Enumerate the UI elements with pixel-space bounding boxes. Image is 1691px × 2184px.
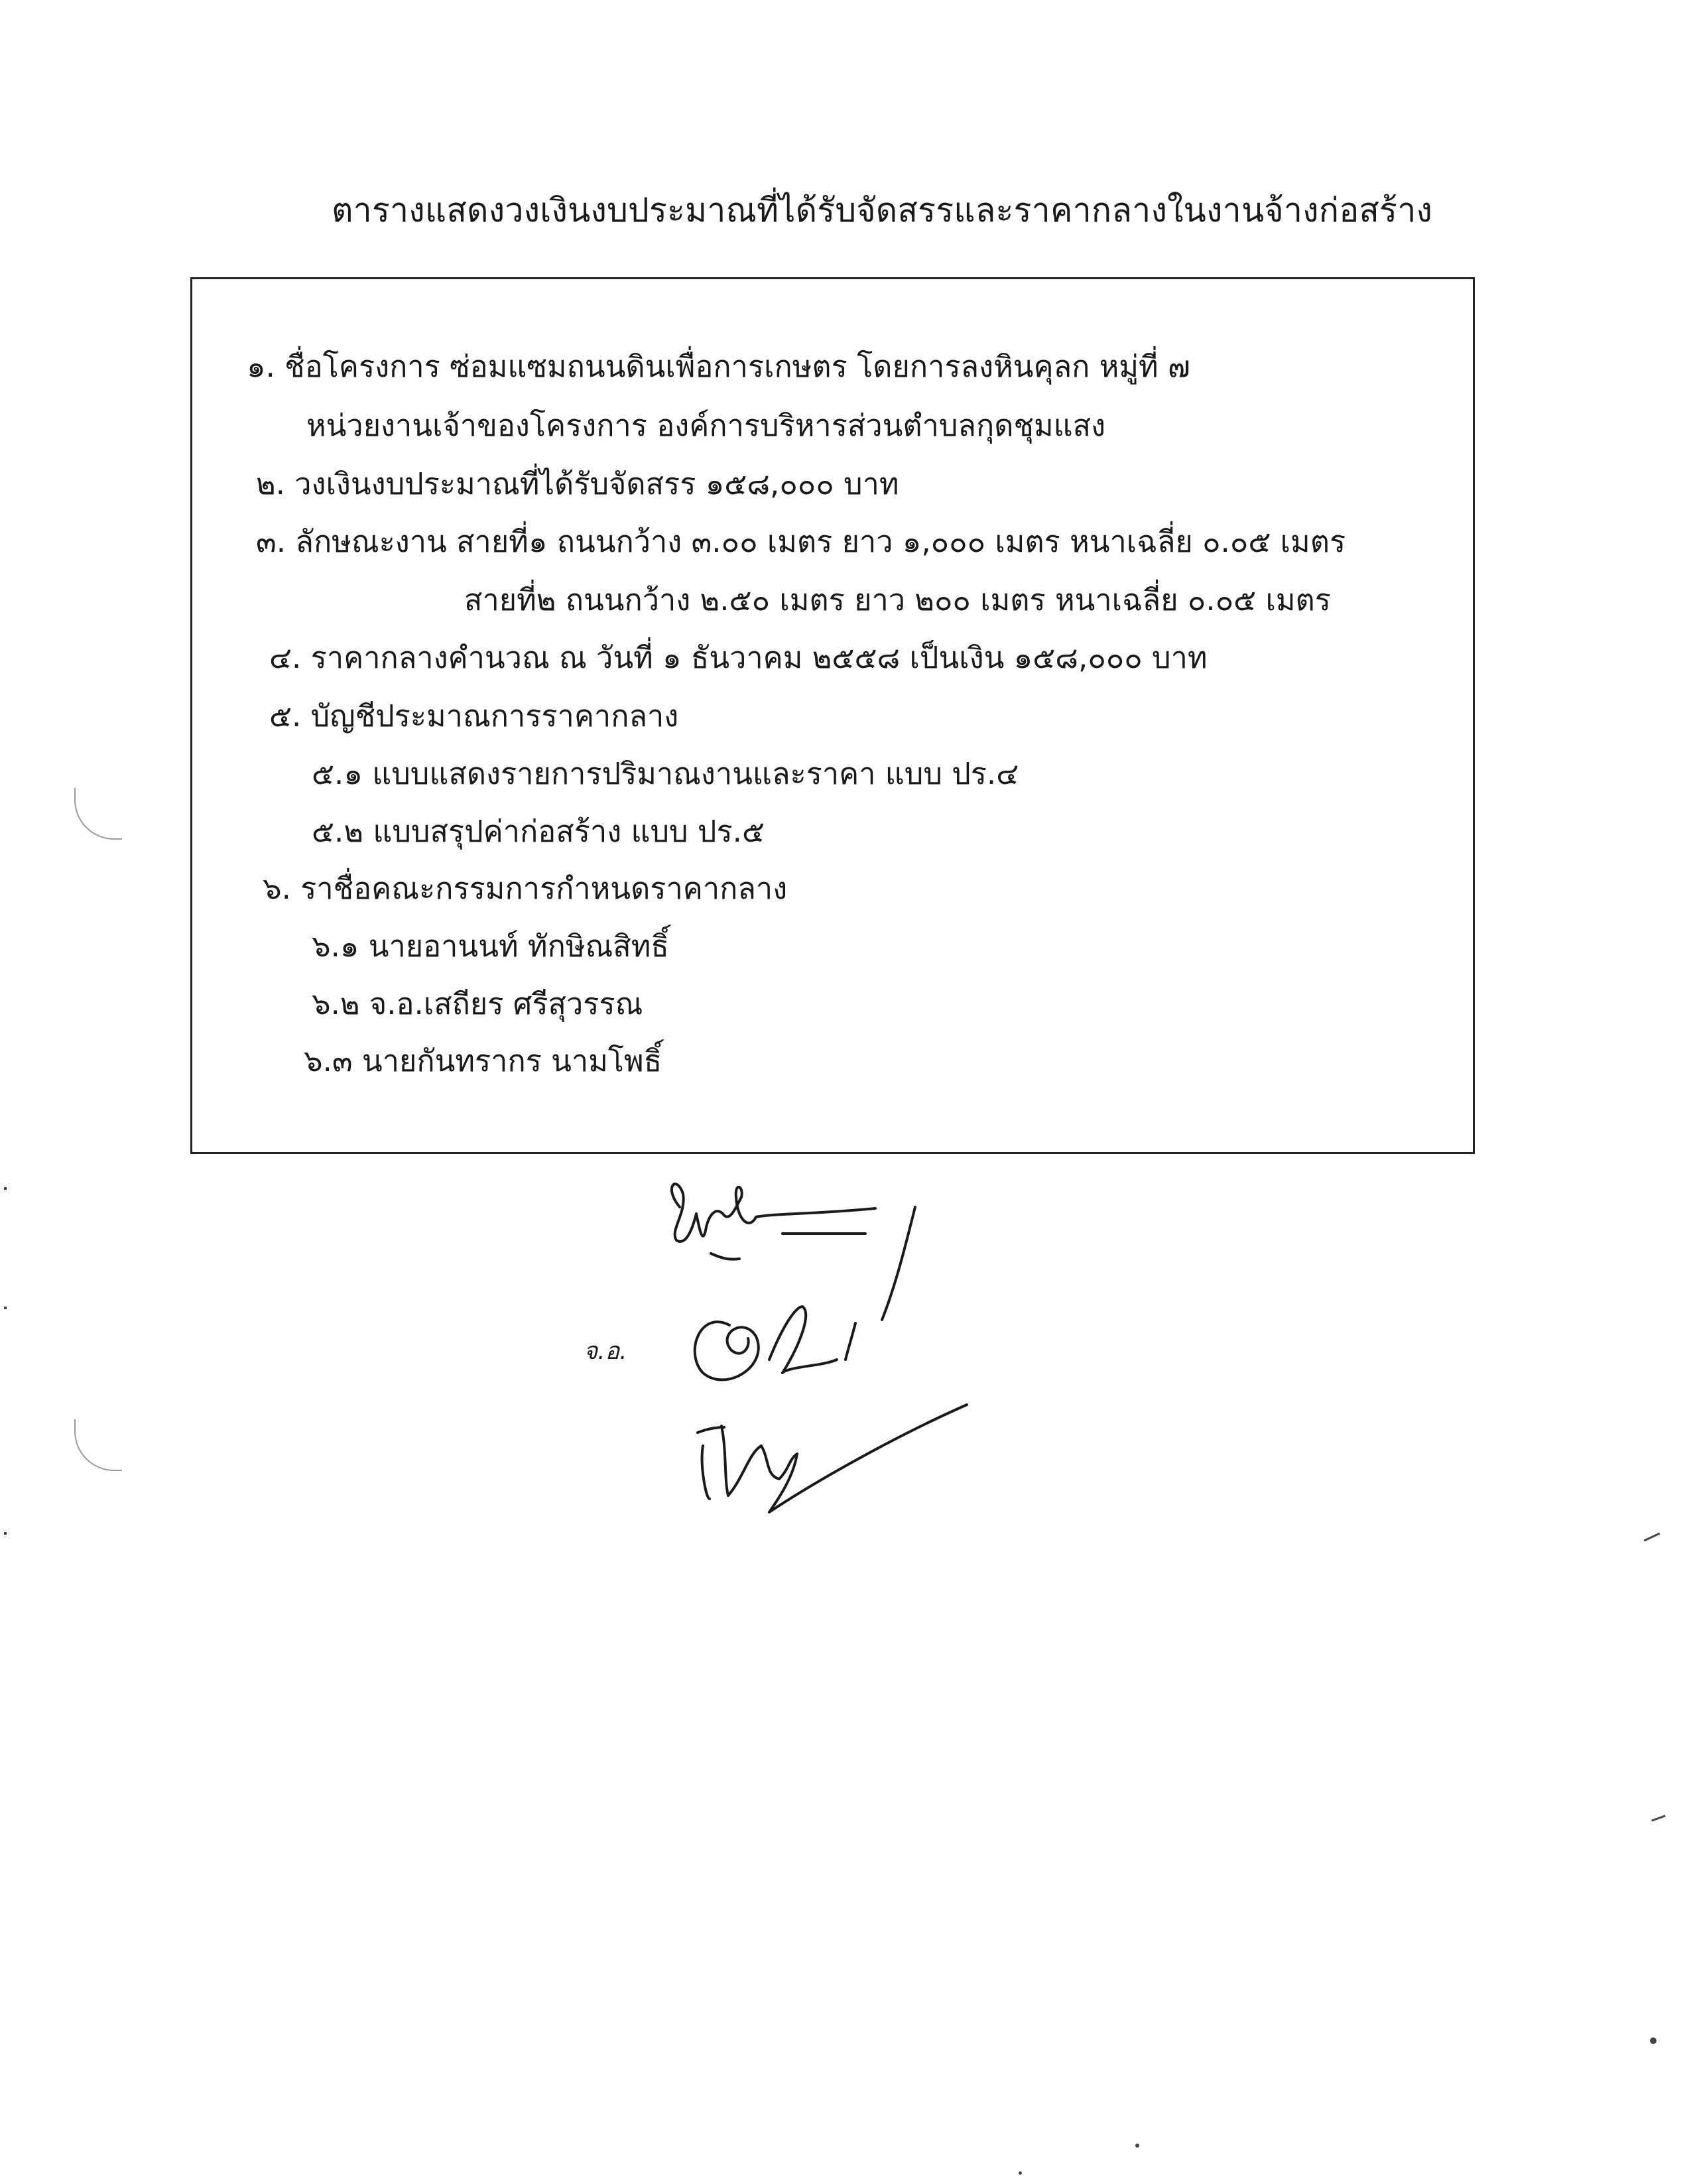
signature-3	[702, 1405, 967, 1512]
item-2-budget: ๒. วงเงินงบประมาณที่ได้รับจัดสรร ๑๕๘,๐๐๐ บาท	[256, 466, 899, 501]
item-5-1-form-pr4: ๕.๑ แบบแสดงรายการปริมาณงานและราคา แบบ ปร.๔	[312, 756, 1019, 791]
item-5-estimate-list: ๕. บัญชีประมาณการราคากลาง	[269, 698, 679, 734]
scan-speck	[4, 1532, 7, 1535]
scan-speck	[1644, 1533, 1660, 1542]
item-5-2-form-pr5: ๕.๒ แบบสรุปค่าก่อสร้าง แบบ ปร.๕	[312, 814, 765, 849]
item-6-1-member: ๖.๑ นายอานนท์ ทักษิณสิทธิ์	[312, 929, 669, 964]
item-6-2-member: ๖.๒ จ.อ.เสถียร ศรีสุวรรณ	[312, 986, 643, 1021]
scan-speck	[1019, 2171, 1022, 2175]
item-4-median-price: ๔. ราคากลางคำนวณ ณ วันที่ ๑ ธันวาคม ๒๕๕๘ เป็นเงิน ๑๕๘,๐๐๐ บาท	[269, 640, 1208, 675]
scan-speck	[4, 1187, 7, 1190]
document-title: ตารางแสดงวงเงินงบประมาณที่ได้รับจัดสรรและราคากลางในงานจ้างก่อสร้าง	[332, 191, 1433, 229]
item-6-3-member: ๖.๓ นายกันทรากร นามโพธิ์	[304, 1043, 662, 1078]
punch-hole-bottom	[74, 1419, 122, 1471]
scan-speck	[4, 1307, 7, 1309]
signature-prefix: จ.อ.	[584, 1338, 627, 1365]
handwritten-signatures	[570, 1167, 995, 1539]
signature-2	[695, 1307, 855, 1380]
item-6-committee: ๖. ราชื่อคณะกรรมการกำหนดราคากลาง	[263, 871, 788, 906]
item-3-work-line-1: ๓. ลักษณะงาน สายที่๑ ถนนกว้าง ๓.๐๐ เมตร ยาว ๑,๐๐๐ เมตร หนาเฉลี่ย ๐.๐๕ เมตร	[256, 524, 1346, 559]
scan-speck	[1651, 1815, 1666, 1821]
scan-speck	[1135, 2144, 1139, 2148]
punch-hole-top	[74, 788, 122, 840]
signature-1	[672, 1184, 915, 1320]
item-3-work-line-2: สายที่๒ ถนนกว้าง ๒.๕๐ เมตร ยาว ๒๐๐ เมตร หนาเฉลี่ย ๐.๐๕ เมตร	[464, 582, 1331, 617]
item-1-project-name: ๑. ชื่อโครงการ ซ่อมแซมถนนดินเพื่อการเกษตร โดยการลงหินคุลก หมู่ที่ ๗	[247, 349, 1190, 384]
item-1-owner-agency: หน่วยงานเจ้าของโครงการ องค์การบริหารส่วนตำบลกุดชุมแสง	[306, 408, 1106, 443]
scan-speck	[1650, 2037, 1657, 2044]
